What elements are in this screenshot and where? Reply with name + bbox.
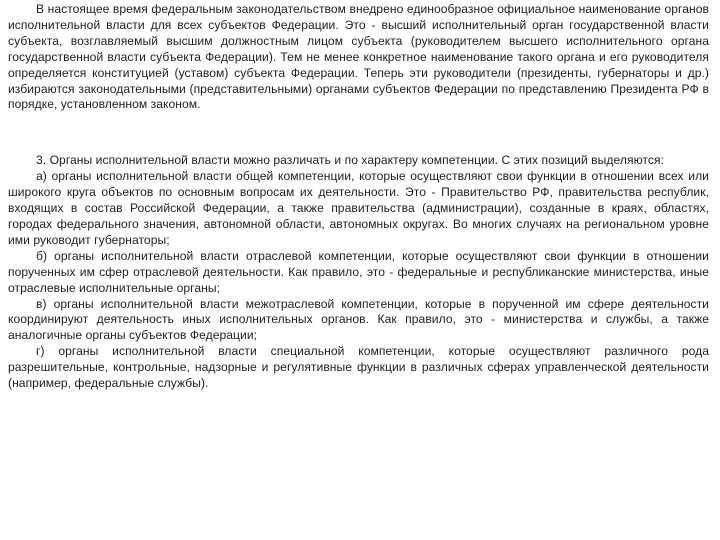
item-a-general-competence: а) органы исполнительной власти общей компетенции, которые осуществляют свои функции в отношении всех или широкого круга объектов по основным вопросам их деятельности. Это - Правительство РФ, правительства республик, входящих в состав Российской Федерации, а также правительства (администрации), созданные в краях, областях, городах федерального значения, автономной области, автономных округах. Во многих случаях на региональном уровне ими руководит губернаторы;	[8, 169, 709, 247]
competence-section	[8, 153, 709, 392]
item-b-sectoral-competence: б) органы исполнительной власти отраслевой компетенции, которые осуществляют свои функции в отношении порученных им сфер отраслевой деятельности. Как правило, это - федеральные и республиканские министерства, иные отраслевые исполнительные органы;	[8, 248, 709, 295]
intro-block	[8, 2, 709, 113]
item-v-intersectoral-competence: в) органы исполнительной власти межотраслевой компетенции, которые в порученной им сфере деятельности координируют деятельность иных исполнительных органов. Как правило, это - министерства и службы, а также аналогичные органы субъектов Федерации;	[8, 296, 709, 343]
item-g-special-competence: г) органы исполнительной власти специальной компетенции, которые осуществляют различного рода разрешительные, контрольные, надзорные и регулятивные функции в различных сферах управленческой деятельности (например, федеральные службы).	[8, 344, 709, 391]
section-3-heading: 3. Органы исполнительной власти можно различать и по характеру компетенции. С этих позиций выделяются:	[36, 153, 664, 168]
intro-paragraph: В настоящее время федеральным законодательством внедрено единообразное официальное наименование органов исполнительной власти для всех субъектов Федерации. Это - высший исполнительный орган государственной власти субъекта, возглавляемый высшим должностным лицом субъекта (руководителем высшего исполнительного органа государственной власти субъекта Федерации). Тем не менее конкретное наименование такого органа и его руководителя определяется конституцией (уставом) субъекта Федерации. Теперь эти руководители (президенты, губернаторы и др.) избираются законодательными (представительными) органами субъектов Федерации по представлению Президента РФ в порядке, установленном законом.	[8, 2, 709, 112]
